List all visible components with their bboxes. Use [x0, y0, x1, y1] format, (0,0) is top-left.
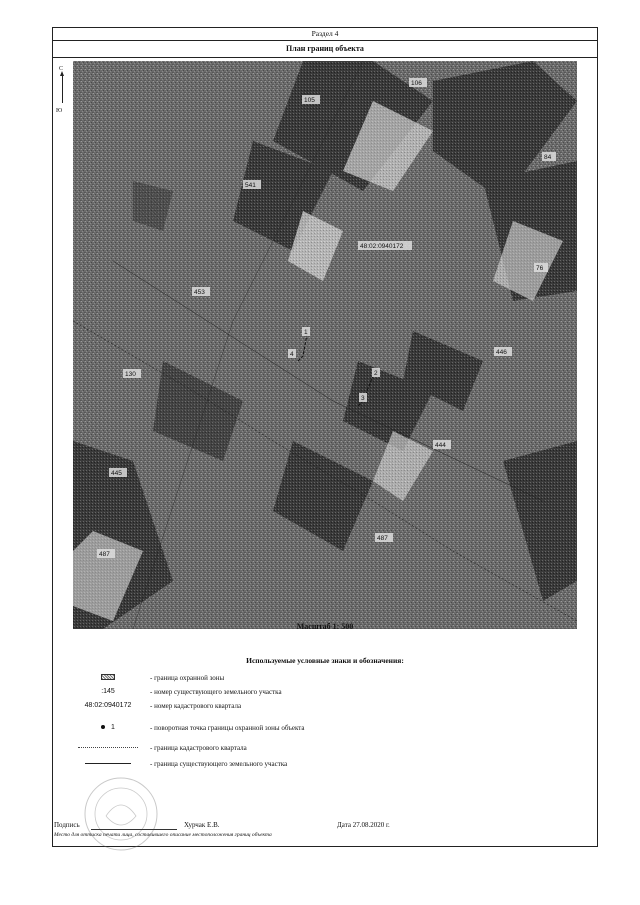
map-label: 541 [245, 182, 256, 189]
legend-item [53, 702, 597, 716]
legend-symbol [63, 724, 153, 731]
signer-name: Хурчак Е.В. [184, 821, 220, 829]
point-icon [101, 725, 105, 729]
map-label: 487 [377, 535, 388, 542]
legend-symbol [63, 760, 153, 767]
legend-item [53, 688, 597, 702]
legend-item [53, 760, 597, 774]
map-label: 444 [435, 442, 446, 449]
section-header: Раздел 4 [53, 28, 597, 41]
signature-date: Дата 27.08.2020 г. [337, 821, 390, 829]
map-label: 446 [496, 349, 507, 356]
map-label: 130 [125, 371, 136, 378]
legend-symbol: 48:02:0940172 [84, 702, 132, 709]
legend-description: - граница кадастрового квартала [150, 744, 247, 752]
dotted-line-icon [78, 747, 138, 748]
stamp-footnote: Место для оттиска печати лица, составившего описание местоположения границ объекта [54, 832, 272, 838]
legend-title: Используемые условные знаки и обозначения: [246, 656, 404, 665]
document-frame [52, 27, 598, 847]
map-label: 2 [374, 370, 378, 377]
legend-description: - номер существующего земельного участка [150, 688, 282, 696]
map-label: 84 [544, 154, 552, 161]
south-label: Ю [56, 108, 63, 114]
map-label: 48:02:0940172 [360, 243, 404, 250]
stamp-icon [81, 774, 161, 854]
legend-item [53, 724, 597, 738]
plan-title: План границ объекта [53, 41, 597, 58]
arrow-icon [62, 75, 63, 103]
signature-label: Подпись [54, 821, 80, 829]
legend-item [53, 744, 597, 758]
legend-symbol [63, 674, 153, 681]
map-label: 106 [411, 80, 422, 87]
legend-item [53, 674, 597, 688]
map-label: 1 [304, 329, 308, 336]
legend-description: - номер кадастрового квартала [150, 702, 242, 710]
map-label: 487 [99, 551, 110, 558]
north-arrow [56, 66, 70, 116]
aerial-map [73, 61, 577, 629]
legend-description: - поворотная точка границы охранной зоны объекта [150, 724, 305, 732]
signature-line [91, 829, 177, 830]
legend-description: - граница существующего земельного участка [150, 760, 288, 768]
solid-line-icon [85, 763, 131, 764]
map-label: 105 [304, 97, 315, 104]
legend-symbol [63, 744, 153, 751]
scale-label: Масштаб 1: 500 [296, 622, 354, 631]
map-label: 76 [536, 265, 544, 272]
north-label: С [59, 66, 64, 72]
hatch-icon [101, 674, 115, 680]
legend-symbol-text: 1 [111, 724, 115, 731]
signature-row [54, 821, 598, 831]
legend-symbol: :145 [101, 688, 115, 695]
map-label: 4 [290, 351, 294, 358]
map-label: 445 [111, 470, 122, 477]
map-label: 453 [194, 289, 205, 296]
map-label: 3 [361, 395, 365, 402]
legend-description: - граница охранной зоны [150, 674, 225, 682]
